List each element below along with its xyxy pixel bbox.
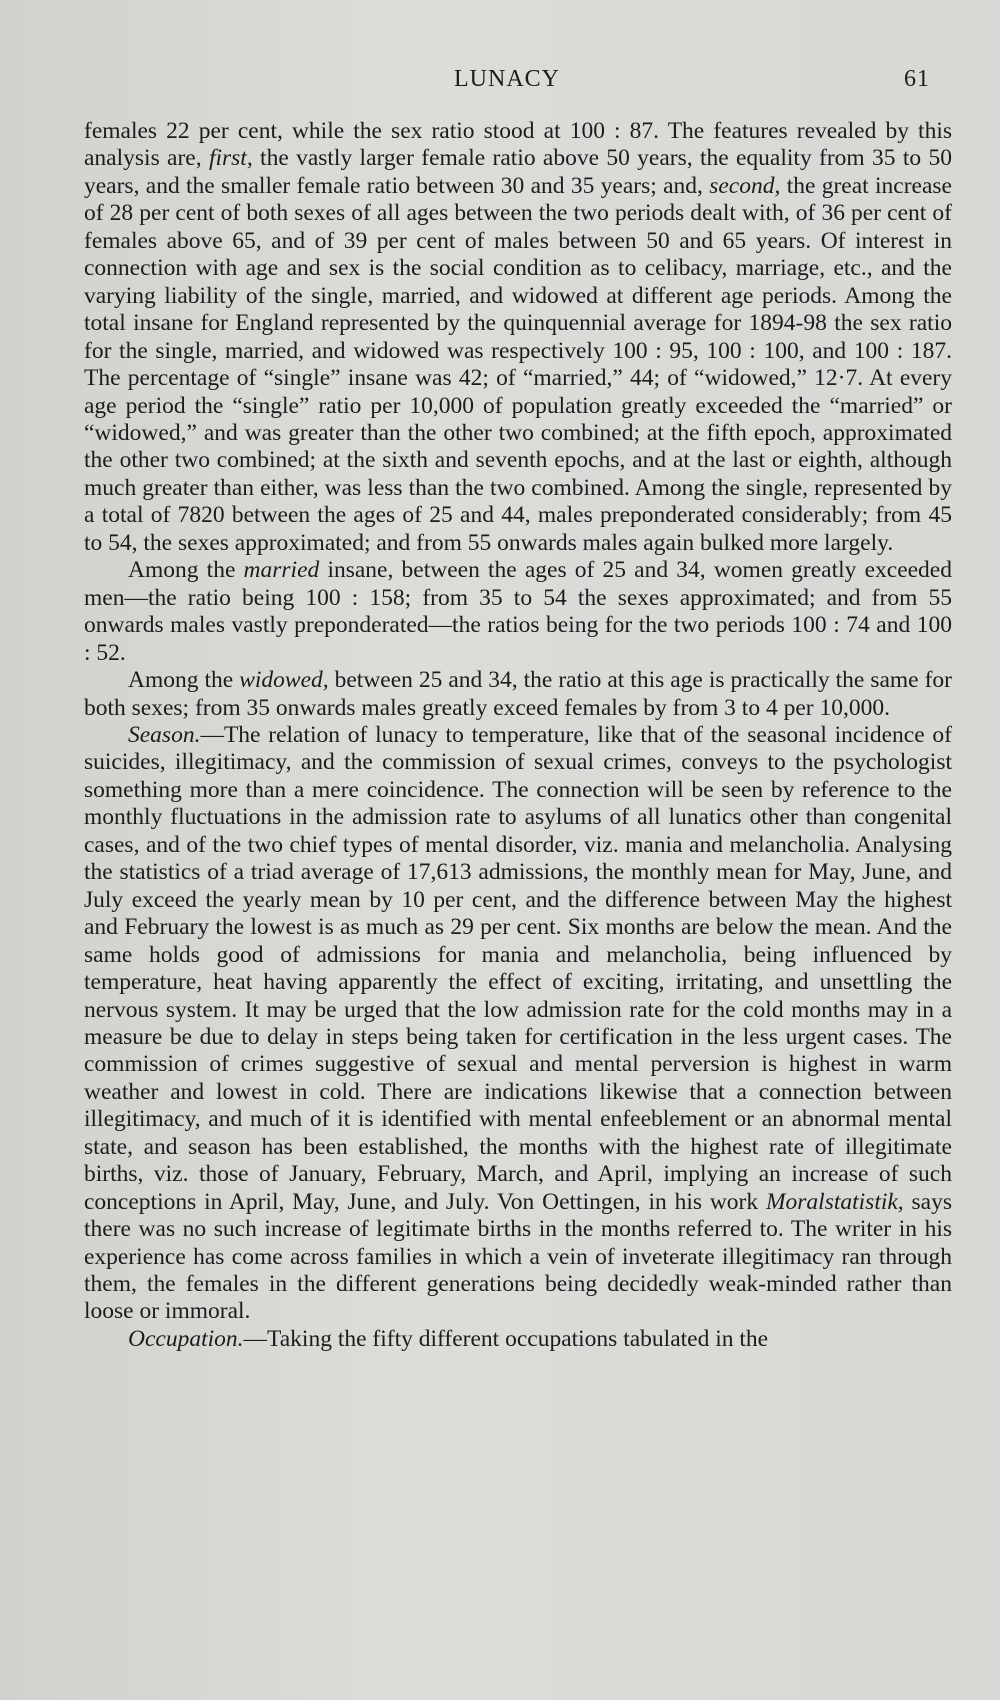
text-segment: says there was no such increase of legitimate births in the months referred to. The writer in his experience has come across families in which a vein of inveterate illegitimacy ran through them, the females in the different generations being decidedly weak-minded rather than loose or immoral. (84, 1188, 952, 1325)
paragraph-occupation (84, 1326, 952, 1353)
section-heading-season: Season. (128, 721, 201, 748)
paragraph-married (84, 557, 952, 667)
emphasis-married: married (243, 557, 320, 584)
emphasis-first: first, (208, 145, 253, 172)
emphasis-second: second, (709, 172, 781, 199)
text-segment: insane, between the ages of 25 and 34, women greatly exceeded men—the ratio being 100 : 158; from 35 to 54 the sexes approximated; and from 55 onwards males vastly preponderated—the ratios being for the two periods 100 : 74 and 100 : 52. (84, 557, 952, 666)
text-segment: —Taking the fifty different occupations tabulated in the (243, 1325, 769, 1352)
running-title: LUNACY (454, 66, 560, 92)
text-segment: Among the (128, 667, 240, 694)
text-segment: the great increase of 28 per cent of both sexes of all ages between the two periods dealt with, of 36 per cent of females above 65, and of 39 per cent of males between 50 and 65 years. Of interest in connection with age and sex is the social condition as to celibacy, marriage, etc., and the varying liability of the single, married, and widowed at different age periods. Among the total insane for England represented by the quinquennial average for 1894-98 the sex ratio for the single, married, and widowed was respectively 100 : 95, 100 : 100, and 100 : 187. The percentage of “single” insane was 42; of “married,” 44; of “widowed,” 12·7. At every age period the “single” ratio per 10,000 of population greatly exceeded the “married” or “widowed,” and was greater than the other two combined; at the fifth epoch, approximated the other two combined; at the sixth and seventh epochs, and at the last or eighth, although much greater than either, was less than the two combined. Among the single, represented by a total of 7820 between the ages of 25 and 44, males preponderated considerably; from 45 to 54, the sexes approximated; and from 55 onwards males again bulked more largely. (84, 172, 952, 556)
section-heading-occupation: Occupation. (128, 1325, 244, 1352)
paragraph-season (84, 722, 952, 1326)
text-segment: —The relation of lunacy to temperature, like that of the seasonal incidence of suicides, illegitimacy, and the commission of sexual crimes, conveys to the psychologist something more than a mere coincidence. The connection will be seen by reference to the monthly fluctuations in the admission rate to asylums of all lunatics other than congenital cases, and of the two chief types of mental disorder, viz. mania and melancholia. Analysing the statistics of a triad average of 17,613 admissions, the monthly mean for May, June, and July exceed the yearly mean by 10 per cent, and the difference between May the highest and February the lowest is as much as 29 per cent. Six months are below the mean. And the same holds good of admissions for mania and melancholia, being influenced by temperature, heat having apparently the effect of exciting, irritating, and unsettling the nervous system. It may be urged that the low admission rate for the cold months may in a measure be due to delay in steps being taken for certification in the less urgent cases. The commission of crimes suggestive of sexual and mental perversion is highest in warm weather and lowest in cold. There are indications likewise that a connection between illegitimacy, and much of it is identified with mental enfeeblement or an abnormal mental state, and season has been established, the months with the highest rate of illegitimate births, viz. those of January, February, March, and April, implying an increase of such conceptions in April, May, June, and July. Von Oettingen, in his work (84, 721, 952, 1215)
text-segment: the vastly larger female ratio above 50 years, the equality from 35 to 50 years, and the smaller female ratio between 30 and 35 years; and, (84, 145, 952, 199)
emphasis-widowed: widowed, (239, 667, 329, 694)
body-text (84, 118, 952, 1353)
paragraph-widowed (84, 667, 952, 722)
paragraph-continuation (84, 118, 952, 557)
text-segment: Among the (128, 557, 244, 584)
text-segment: females 22 per cent, while the sex ratio stood at 100 : 87. The features revealed by this analysis are, (84, 118, 952, 172)
running-head (84, 66, 930, 96)
book-title-moralstatistik: Moralstatistik, (765, 1188, 904, 1215)
page-number: 61 (904, 66, 930, 92)
text-segment: between 25 and 34, the ratio at this age is practically the same for both sexes; from 35 onwards males greatly exceed females by from 3 to 4 per 10,000. (84, 667, 952, 721)
